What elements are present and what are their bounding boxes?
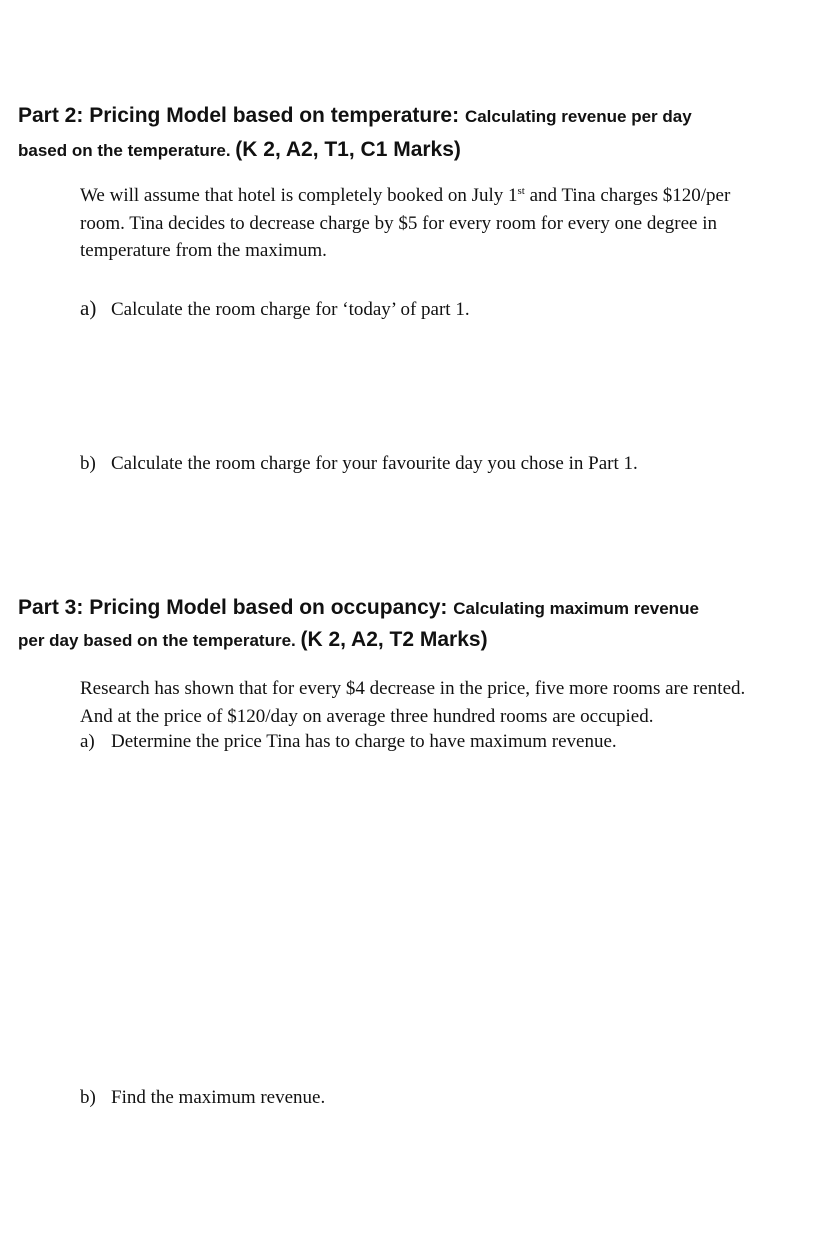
part2-question-b-text: Calculate the room charge for your favourite day you chose in Part 1. — [111, 453, 638, 474]
part3-heading-marks: (K 2, A2, T2 Marks) — [300, 628, 488, 651]
part3-heading-line2 — [18, 628, 488, 652]
part2-intro-line1-b: and Tina charges $120/per — [524, 185, 731, 206]
part3-intro-paragraph — [80, 675, 745, 730]
part2-question-a — [80, 296, 470, 321]
part2-question-a-marker: a) — [80, 296, 97, 320]
part3-question-a — [80, 731, 617, 753]
part2-heading-marks: (K 2, A2, T1, C1 Marks) — [235, 138, 461, 161]
part3-heading-line1 — [18, 596, 699, 620]
part2-intro-line1 — [80, 182, 730, 210]
part2-intro-paragraph — [80, 182, 730, 265]
part2-intro-superscript: st — [517, 185, 525, 197]
part2-heading-line2 — [18, 138, 461, 162]
part2-heading-lead: Part 2: Pricing Model based on temperature: — [18, 104, 465, 127]
part3-question-b-text: Find the maximum revenue. — [111, 1087, 326, 1108]
part2-heading-subtitle: based on the temperature. — [18, 141, 236, 160]
part3-intro-line1: Research has shown that for every $4 decrease in the price, five more rooms are rented. — [80, 678, 746, 699]
part3-question-a-marker: a) — [80, 731, 95, 752]
part3-heading-tail: Calculating maximum revenue — [453, 599, 699, 618]
part2-question-a-text: Calculate the room charge for ‘today’ of part 1. — [111, 299, 470, 320]
part2-intro-line3: temperature from the maximum. — [80, 240, 327, 261]
part3-heading-subtitle: per day based on the temperature. — [18, 631, 301, 650]
part3-question-b-marker: b) — [80, 1087, 96, 1108]
part2-question-b — [80, 453, 638, 475]
part3-question-b — [80, 1087, 325, 1109]
part2-intro-line1-a: We will assume that hotel is completely booked on July 1 — [80, 185, 518, 206]
part2-heading-line1 — [18, 104, 692, 128]
part2-question-b-marker: b) — [80, 453, 96, 474]
part2-heading-tail: Calculating revenue per day — [464, 107, 692, 126]
part3-heading-lead: Part 3: Pricing Model based on occupancy: — [18, 596, 454, 619]
part3-intro-line2: And at the price of $120/day on average three hundred rooms are occupied. — [80, 705, 654, 727]
part2-intro-line2: room. Tina decides to decrease charge by $5 for every room for every one degree in — [80, 212, 717, 234]
part3-question-a-text: Determine the price Tina has to charge to have maximum revenue. — [111, 731, 617, 752]
